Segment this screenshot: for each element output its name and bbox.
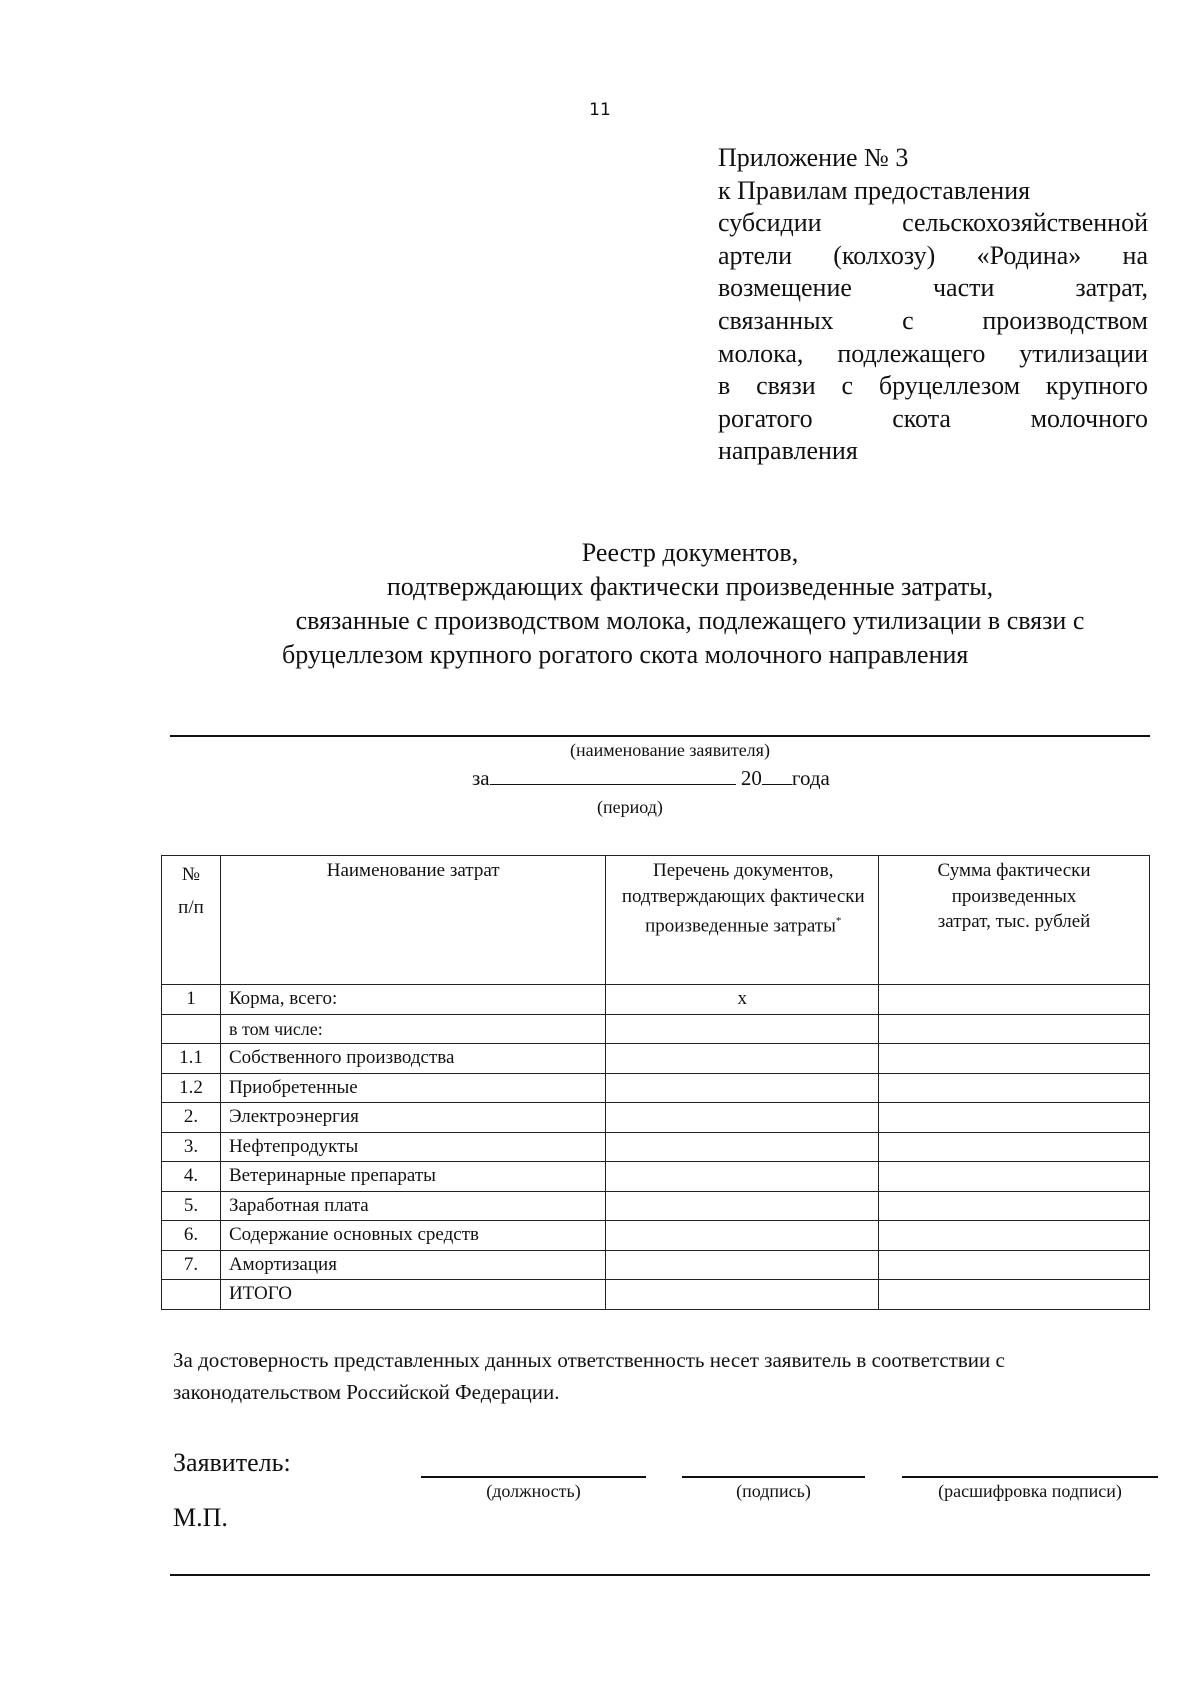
table-row <box>162 1103 1150 1133</box>
period-blank[interactable] <box>490 766 736 785</box>
table-row <box>162 985 1150 1015</box>
appendix-line: направления <box>718 436 858 466</box>
appendix-line: связанных с производством <box>718 305 1148 335</box>
row-docs[interactable] <box>606 1132 879 1162</box>
row-sum[interactable] <box>879 1191 1150 1221</box>
title-line: бруцеллезом крупного рогатого скота молочного направления <box>282 640 969 669</box>
title-line: связанные с производством молока, подлежащего утилизации в связи с <box>295 606 1085 635</box>
period-suffix: года <box>791 766 830 790</box>
period-caption: (период) <box>597 797 663 817</box>
appendix-line: в связи с бруцеллезом крупного <box>718 371 1148 401</box>
applicant-name-line[interactable] <box>170 735 1150 737</box>
row-number: 4. <box>162 1162 221 1192</box>
row-docs[interactable] <box>606 1162 879 1192</box>
appendix-line: Приложение № 3 <box>718 143 909 172</box>
table-row <box>162 1191 1150 1221</box>
row-number: 5. <box>162 1191 221 1221</box>
position-caption: (должность) <box>486 1481 581 1501</box>
table-row <box>162 1250 1150 1280</box>
appendix-line: возмещение части затрат, <box>718 273 1148 303</box>
row-sum[interactable] <box>879 1221 1150 1251</box>
row-number: 6. <box>162 1221 221 1251</box>
decoding-caption: (расшифровка подписи) <box>938 1481 1122 1501</box>
header-docs <box>606 856 879 985</box>
period-prefix: за <box>472 766 490 790</box>
row-number: 1.1 <box>162 1044 221 1074</box>
position-line[interactable] <box>421 1476 646 1478</box>
row-sum[interactable] <box>879 1044 1150 1074</box>
applicant-name-caption: (наименование заявителя) <box>570 740 770 760</box>
appendix-header <box>718 142 1148 468</box>
row-sum[interactable] <box>879 1073 1150 1103</box>
row-name: Ветеринарные препараты <box>220 1162 605 1192</box>
table-row <box>162 1073 1150 1103</box>
title-line: подтверждающих фактически произведенные затраты, <box>386 572 994 601</box>
appendix-line: субсидии сельскохозяйственной <box>718 208 1148 238</box>
year-blank[interactable] <box>762 766 792 785</box>
row-number: 1.2 <box>162 1073 221 1103</box>
row-number <box>162 1014 221 1044</box>
row-sum[interactable] <box>879 1280 1150 1310</box>
row-number: 3. <box>162 1132 221 1162</box>
table-header-row <box>162 856 1150 985</box>
row-name: Собственного производства <box>220 1044 605 1074</box>
table-row <box>162 1132 1150 1162</box>
header-name: Наименование затрат <box>220 856 605 985</box>
row-docs[interactable] <box>606 1280 879 1310</box>
row-name: в том числе: <box>220 1014 605 1044</box>
row-number: 7. <box>162 1250 221 1280</box>
bottom-rule <box>170 1574 1150 1576</box>
row-name: Заработная плата <box>220 1191 605 1221</box>
row-docs[interactable] <box>606 1103 879 1133</box>
page-number: 11 <box>589 100 611 120</box>
row-name: Содержание основных средств <box>220 1221 605 1251</box>
row-sum[interactable] <box>879 1014 1150 1044</box>
row-sum[interactable] <box>879 1162 1150 1192</box>
row-number: 1 <box>162 985 221 1015</box>
decoding-line[interactable] <box>902 1476 1158 1478</box>
applicant-label: Заявитель: <box>173 1448 291 1477</box>
table-total-row <box>162 1280 1150 1310</box>
row-docs: x <box>606 985 879 1015</box>
stamp-label: М.П. <box>173 1503 228 1532</box>
table-row <box>162 1162 1150 1192</box>
table-row <box>162 1044 1150 1074</box>
signature-line[interactable] <box>682 1476 865 1478</box>
row-name: Приобретенные <box>220 1073 605 1103</box>
row-docs[interactable] <box>606 1073 879 1103</box>
row-number: 2. <box>162 1103 221 1133</box>
row-name: Корма, всего: <box>220 985 605 1015</box>
row-name: Нефтепродукты <box>220 1132 605 1162</box>
row-name: Электроэнергия <box>220 1103 605 1133</box>
appendix-line: артели (колхозу) «Родина» на <box>718 240 1148 270</box>
period-year-prefix: 20 <box>740 766 762 790</box>
row-docs[interactable] <box>606 1250 879 1280</box>
cost-register-table <box>161 855 1150 1310</box>
header-no: № п/п <box>162 856 221 985</box>
title-line: Реестр документов, <box>581 538 799 567</box>
row-number <box>162 1280 221 1310</box>
document-title <box>240 536 1140 672</box>
row-name: Амортизация <box>220 1250 605 1280</box>
row-sum[interactable] <box>879 1103 1150 1133</box>
row-name: ИТОГО <box>220 1280 605 1310</box>
row-sum[interactable] <box>879 1250 1150 1280</box>
row-docs[interactable] <box>606 1014 879 1044</box>
row-docs[interactable] <box>606 1191 879 1221</box>
signature-caption: (подпись) <box>736 1481 811 1501</box>
row-docs[interactable] <box>606 1221 879 1251</box>
appendix-line: рогатого скота молочного <box>718 403 1148 433</box>
period-line <box>472 766 830 791</box>
row-sum[interactable] <box>879 1132 1150 1162</box>
appendix-line: молока, подлежащего утилизации <box>718 338 1148 368</box>
row-sum[interactable] <box>879 985 1150 1015</box>
table-row <box>162 1014 1150 1044</box>
responsibility-note: За достоверность представленных данных ответственность несет заявитель в соответствии с законодательством Российской Федерации. <box>173 1348 1005 1404</box>
row-docs[interactable] <box>606 1044 879 1074</box>
header-docs-text: Перечень документов, подтверждающих фактически произведенные затраты <box>621 860 865 937</box>
appendix-line: к Правилам предоставления <box>718 175 1031 205</box>
table-row <box>162 1221 1150 1251</box>
header-sum: Сумма фактически произведенных затрат, тыс. рублей <box>879 856 1150 985</box>
footnote-mark: * <box>835 915 842 927</box>
